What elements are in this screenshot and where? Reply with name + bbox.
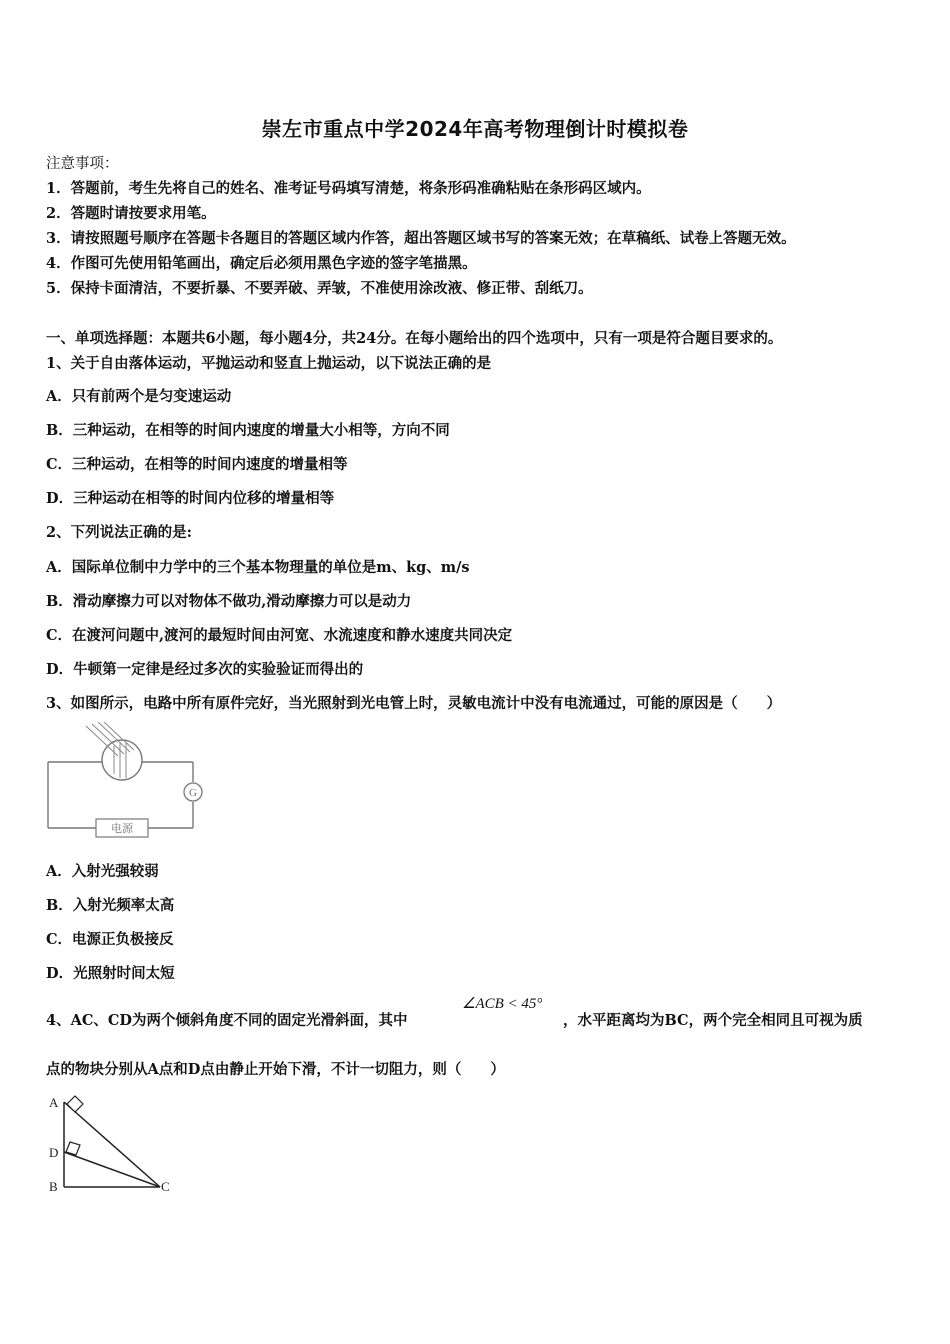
q3-option-d: D．光照射时间太短 <box>46 965 175 982</box>
q3-option-c: C．电源正负极接反 <box>46 931 174 948</box>
note-item: 5．保持卡面清洁，不要折暴、不要弄破、弄皱，不准使用涂改液、修正带、刮纸刀。 <box>46 280 593 297</box>
incline-figure <box>44 1090 184 1202</box>
q2-option-d: D．牛顿第一定律是经过多次的实验验证而得出的 <box>46 661 364 678</box>
note-item: 1．答题前，考生先将自己的姓名、准考证号码填写清楚，将条形码准确粘贴在条形码区域内。 <box>46 180 651 197</box>
q1-option-c: C．三种运动，在相等的时间内速度的增量相等 <box>46 456 348 473</box>
q1-option-b: B．三种运动，在相等的时间内速度的增量大小相等，方向不同 <box>46 422 450 439</box>
note-item: 3．请按照题号顺序在答题卡各题目的答题区域内作答，超出答题区域书写的答案无效；在草稿纸、试卷上答题无效。 <box>46 230 796 247</box>
note-item: 2．答题时请按要求用笔。 <box>46 205 216 222</box>
label-a: A <box>49 1095 59 1110</box>
q2-option-a: A．国际单位制中力学中的三个基本物理量的单位是m、kg、m/s <box>46 559 470 576</box>
notes-heading: 注意事项： <box>46 156 119 172</box>
question-stem-1: 1、关于自由落体运动，平抛运动和竖直上抛运动，以下说法正确的是 <box>46 355 492 372</box>
q1-option-a: A．只有前两个是匀变速运动 <box>46 388 232 405</box>
section-heading: 一、单项选择题：本题共6小题，每小题4分，共24分。在每小题给出的四个选项中，只有一项是符合题目要求的。 <box>46 330 783 347</box>
note-item: 4．作图可先使用铅笔画出，确定后必须用黑色字迹的签字笔描黑。 <box>46 255 477 272</box>
question-stem-4-part2: ，水平距离均为BC，两个完全相同且可视为质 <box>563 1012 863 1029</box>
question-stem-4-line2: 点的物块分别从A点和D点由静止开始下滑，不计一切阻力，则（ ） <box>46 1061 505 1078</box>
q3-option-b: B．入射光频率太高 <box>46 897 175 914</box>
label-c: C <box>161 1179 170 1194</box>
inline-math-angle: ∠ACB < 45° <box>462 996 543 1012</box>
question-stem-4-part1: 4、AC、CD为两个倾斜角度不同的固定光滑斜面，其中 <box>46 1012 408 1029</box>
power-source-label: 电源 <box>111 822 133 835</box>
label-b: B <box>49 1179 58 1194</box>
q1-option-d: D．三种运动在相等的时间内位移的增量相等 <box>46 490 335 507</box>
question-stem-2: 2、下列说法正确的是: <box>46 524 192 541</box>
galvanometer-label: G <box>189 787 197 799</box>
q2-option-c: C．在渡河问题中,渡河的最短时间由河宽、水流速度和静水速度共同决定 <box>46 627 513 644</box>
circuit-figure <box>44 722 209 840</box>
q2-option-b: B．滑动摩擦力可以对物体不做功,滑动摩擦力可以是动力 <box>46 593 412 610</box>
q3-option-a: A．入射光强较弱 <box>46 863 159 880</box>
label-d: D <box>49 1145 59 1160</box>
page-title: 崇左市重点中学2024年高考物理倒计时模拟卷 <box>261 117 689 141</box>
question-stem-3: 3、如图所示，电路中所有原件完好，当光照射到光电管上时，灵敏电流计中没有电流通过，可能的原因是（ ） <box>46 695 782 712</box>
